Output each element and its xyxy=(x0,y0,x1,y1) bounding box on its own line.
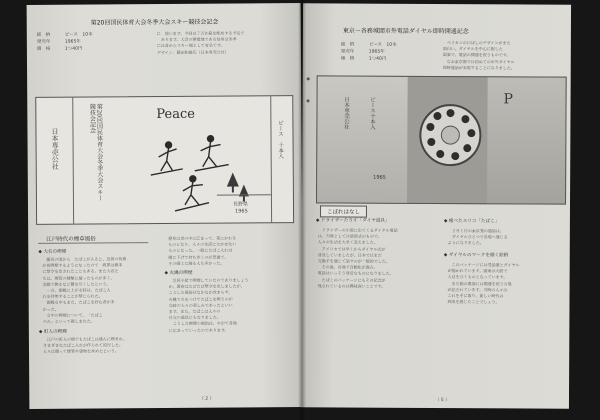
right-col2-text-2 xyxy=(447,262,565,306)
text-line: その後、各地で自動化が進み、 xyxy=(317,264,378,270)
text-line: が描かれています。図案は大胆で xyxy=(447,268,508,274)
text-line: こうした喫煙の風俗は、やがて各地 xyxy=(168,320,237,327)
text-line: か。幕府はたびたび禁令を出しましたが、 xyxy=(168,283,245,290)
text-line: ようになりました。 xyxy=(447,240,484,246)
spec-value: 1965年 xyxy=(368,49,385,55)
stamp-place: 長野県 xyxy=(232,201,249,208)
text-line: 御殿女中もまた、たばこを好む者が多 xyxy=(42,299,115,306)
text-line: ちは、煙管の種類に凝ったものが多く、 xyxy=(42,274,115,281)
col1-heading-2: ◆ 町人の喫煙 xyxy=(38,329,67,335)
text-line: には昔からスキー場として有名です。 xyxy=(156,42,225,49)
text-line: 人目をひくものとなっています。 xyxy=(447,274,508,280)
right-col2-heading-text: 帳べたスリコ「たばこ」 xyxy=(448,219,500,225)
text-line: は、当時としては最新式のもので、 xyxy=(317,233,382,239)
text-line: 即時通話が実現することになりました。 xyxy=(442,64,515,71)
right-col2-heading-2-text: ダイヤルのマークを描く絵柄 xyxy=(448,253,509,259)
left-page-number: （ 2 ） xyxy=(199,396,215,402)
stamp-year: 1965 xyxy=(235,208,248,215)
text-line: ２月１日の東京発の通話は、 xyxy=(447,228,504,234)
right-col2-heading-2: ◆ ダイヤルのマークを描く絵柄 xyxy=(443,253,509,259)
right-col1-heading-text: ドライザーたりす「ダイヤ道具」 xyxy=(320,218,390,224)
book-gutter xyxy=(298,0,306,420)
text-line: ものとなった。一般にたばこ入れは xyxy=(168,247,233,254)
text-line: ます。また、たばこは人々の xyxy=(168,308,221,314)
text-line: 煙草は世の中に広まって、茶にかわる xyxy=(168,235,237,241)
text-line: 電話はいっそう身近なものになりました。 xyxy=(317,270,394,277)
text-line: 一方、御殿に上がる時は、たばこ入 xyxy=(42,287,111,293)
right-col2-heading: ◆ 帳べたスリコ「たばこ」 xyxy=(443,219,500,225)
left-page-title: 第20回国民体育大会冬季大会スキー競技会記念 xyxy=(90,18,219,27)
peace-logo: Peace xyxy=(156,106,196,123)
text-line: あります。大会の開催地である信州は冬季 xyxy=(156,36,237,43)
binding-hole xyxy=(307,77,310,80)
text-line: 人々の生活を大きく変えました。 xyxy=(317,239,378,246)
col2-heading-text: 火縄の喫煙 xyxy=(169,270,193,276)
text-line: また箱の裏面には開通を祝う言葉 xyxy=(447,280,512,287)
col1-text-2 xyxy=(43,336,155,355)
text-line: 当時の人々の楽しみであったといい xyxy=(168,302,233,308)
right-col1-heading: ◆ ドライザーたりす「ダイヤ道具」 xyxy=(315,218,390,224)
binding-hole xyxy=(307,99,310,102)
left-page xyxy=(27,3,304,409)
left-spec-block xyxy=(37,32,93,53)
right-page-number: （ 5 ） xyxy=(434,397,450,404)
text-line: 女中の喫煙について、「たばこ xyxy=(42,312,103,318)
package-illustration xyxy=(35,95,294,225)
text-line: たばこのパッケージにもその記念が xyxy=(317,277,386,283)
text-line: アメリカでは早くからダイヤル式が xyxy=(317,245,386,252)
text-line: 面白い。ダイヤルを中心に配した xyxy=(442,46,503,52)
text-line: 金銀で飾るなど贅を尽くしたという。 xyxy=(42,281,111,287)
package-photo xyxy=(316,75,567,204)
package-label-1: 日本専売公社 xyxy=(342,96,350,130)
text-line: 慶長の頃から たばこが入ると、近習の侍衆 xyxy=(42,256,127,262)
text-line: 腰に下げて持ち歩くのが普通で、 xyxy=(168,254,229,260)
text-line: ペリカンの口ばしのデザインがまた xyxy=(442,40,511,46)
right-page-title: 東京－各務城間市外電話ダイヤル即時開通記念 xyxy=(342,27,469,36)
spec-key: 銘 柄 xyxy=(340,42,355,48)
text-line: ものとなり、人々の生活に欠かせない xyxy=(168,241,237,248)
text-line: が皆喫煙するようになったので 将軍は旗本 xyxy=(42,262,123,269)
text-line: その細工に凝る人も多かった。 xyxy=(168,260,225,266)
spec-key: 発売年 xyxy=(36,39,51,45)
text-line: のみ」といって親しまれた。 xyxy=(42,318,95,324)
stamp-maker-label: 日本専売公社 xyxy=(50,127,60,170)
spec-key: 価 格 xyxy=(340,56,355,62)
text-line: ダイヤルひとつで各地へ通じる xyxy=(447,234,508,240)
caption-box: こぼれはなし xyxy=(320,205,367,217)
text-line: れを持参することが禁じられた。 xyxy=(42,293,103,300)
stamp-side-label: ピース 十本入 xyxy=(276,120,284,159)
package-front xyxy=(317,76,408,202)
dial-telephone-illustration xyxy=(415,87,486,187)
text-line: に 使います。今回は７万か箱を配布する予定で xyxy=(156,30,245,37)
spec-value: ピース 10本 xyxy=(64,32,93,38)
spec-key: 発売年 xyxy=(340,49,355,55)
text-line: デザイン：藤田和雄氏（日本専売公社） xyxy=(156,49,229,55)
text-line: が記されています。当時の人々は xyxy=(447,286,508,293)
text-line: に禁令を出されたこともある。また大名た xyxy=(42,268,119,275)
text-line: 図案で、電話の開通を祝うものです。 xyxy=(442,52,511,58)
spec-key: 銘 柄 xyxy=(36,32,51,38)
text-line: 社交の道具にもなりました。 xyxy=(168,314,221,321)
left-intro-text xyxy=(157,30,297,56)
text-line: 人々は競って煙管や袋物を求めたという。 xyxy=(42,348,120,355)
package-back xyxy=(487,77,566,203)
spec-value: ピース 10本 xyxy=(368,42,397,48)
col2-text-2 xyxy=(169,277,297,334)
spec-key: 価 格 xyxy=(36,46,51,52)
text-line: 江戸の町人の間でもたばこは盛んに喫まれ、 xyxy=(42,336,128,342)
text-line: なお東京都では初めての市外ダイヤル xyxy=(442,58,515,65)
text-line: 普及していましたが、日本ではまだ xyxy=(317,252,382,258)
col2-heading: ◆ 火縄の喫煙 xyxy=(164,270,193,277)
package-label-2: ピース十本入 xyxy=(368,96,376,130)
col1-heading: ◆ 大名の喫煙 xyxy=(38,249,67,255)
text-line: 芝居小屋で喫煙していたのでありましょう xyxy=(168,277,249,283)
text-line: さまざまなたばこ入れが作られて流行した。 xyxy=(42,342,123,349)
text-line: これを手に取り、新しい時代の xyxy=(447,293,504,299)
peace-letter-mark: P xyxy=(503,91,514,108)
text-line: このパッケージには受話器とダイヤル xyxy=(447,262,520,268)
text-line: かった。 xyxy=(42,306,59,312)
text-line: 交換手を通じて話すのが一般的でした。 xyxy=(317,258,390,264)
spec-value: 1965年 xyxy=(64,39,81,45)
col1-text xyxy=(42,256,154,325)
col1-heading-text: 大名の喫煙 xyxy=(43,249,67,255)
right-page xyxy=(301,3,571,408)
col2-text xyxy=(168,235,296,267)
right-intro-text xyxy=(443,40,565,72)
text-line: に広まっていったのであります。 xyxy=(168,327,229,333)
package-year: 1965 xyxy=(373,174,386,181)
stamp-event-title: 第20回国民体育大会冬季大会スキー競技会記念 xyxy=(88,103,103,202)
section-heading: 江戸時代の煙草風俗 xyxy=(46,236,96,243)
right-col1-text xyxy=(318,227,436,290)
text-line: ドライザーの小説に出てくるダイヤル電話 xyxy=(317,227,398,233)
text-line: 残されているのは興味深いことです。 xyxy=(317,283,386,289)
right-col2-text xyxy=(448,228,566,247)
col1-heading-2-text: 町人の喫煙 xyxy=(43,329,67,335)
spec-value: 1つ40円 xyxy=(368,56,387,62)
right-spec-block xyxy=(341,41,397,62)
text-line: 到来を感じたことでしょう。 xyxy=(447,299,500,305)
text-line: 火縄で火をつけてたばこを喫うのが xyxy=(168,296,233,302)
text-line: こうした風俗はなかなか改まらず、 xyxy=(168,289,233,296)
spec-value: 1つ40円 xyxy=(64,46,83,52)
heading-rule xyxy=(38,242,148,244)
